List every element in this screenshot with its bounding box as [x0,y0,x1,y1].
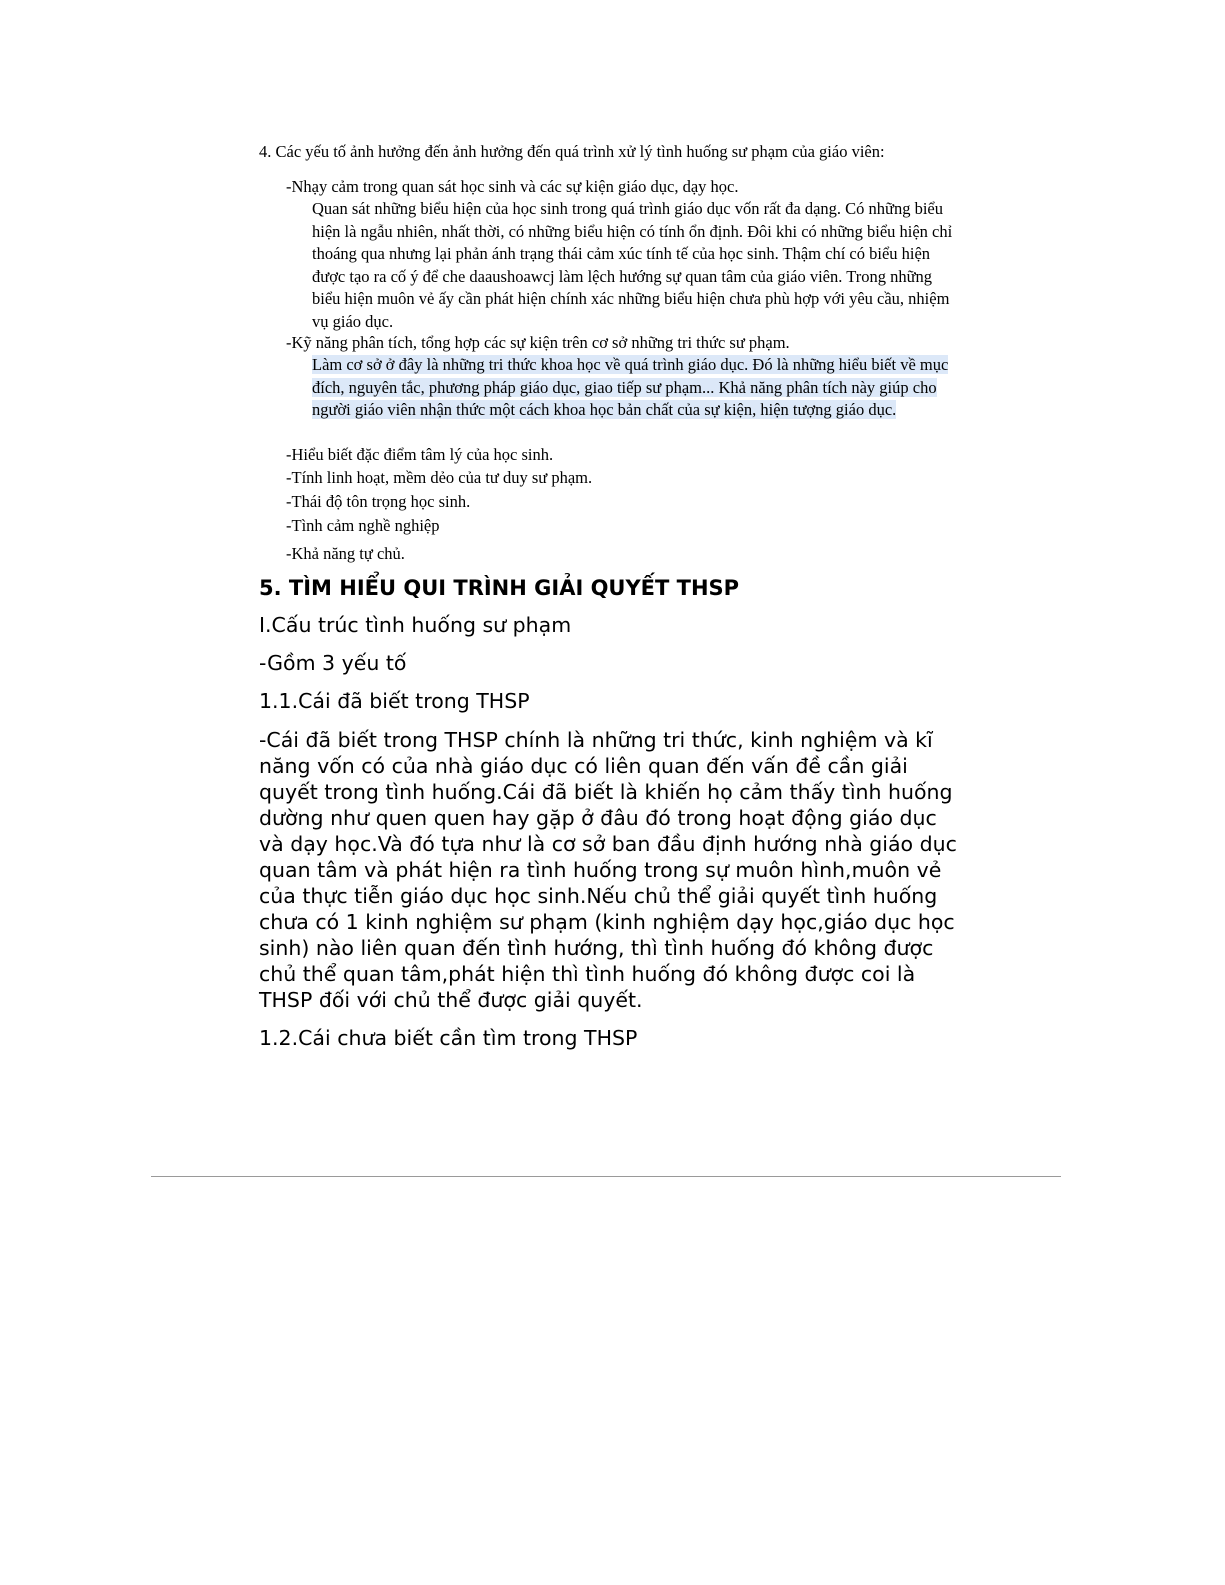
section-4-title: 4. Các yếu tố ảnh hưởng đến ảnh hưởng đến quá trình xử lý tình huống sư phạm của giáo viên: [259,142,885,161]
bullet-passion: -Tình cảm nghề nghiệp [286,516,440,535]
bullet-self-control: -Khả năng tự chủ. [286,544,405,563]
bullet-analysis-detail[interactable] [312,354,952,422]
bullet-flexibility: -Tính linh hoạt, mềm dẻo của tư duy sư phạm. [286,468,593,487]
selected-text[interactable]: Làm cơ sở ở đây là những tri thức khoa học về quá trình giáo dục. Đó là những hiểu biết về mục đích, nguyên tắc, phương pháp giáo dục, giao tiếp sư phạm... Khả năng phân tích này giúp cho người giáo viên nhận thức một cách khoa học bản chất của sự kiện, hiện tượng giáo dục. [312,355,949,419]
paragraph-1-1: -Cái đã biết trong THSP chính là những tri thức, kinh nghiệm và kĩ năng vốn có của nhà giáo dục có liên quan đến vấn đề cần giải quyết trong tình huống.Cái đã biết là khiến họ cảm thấy tình huống dường như quen quen hay gặp ở đâu đó trong hoạt động giáo dục và dạy học.Và đó tựa như là cơ sở ban đầu định hướng nhà giáo dục quan tâm và phát hiện ra tình huống trong sự muôn hình,muôn vẻ của thực tiễn giáo dục học sinh.Nếu chủ thể giải quyết tình huống chưa có 1 kinh nghiệm sư phạm (kinh nghiệm dạy học,giáo dục học sinh) nào liên quan đến tình hướng, thì tình huống đó không được chủ thể quan tâm,phát hiện thì tình huống đó không được coi là THSP đối với chủ thể được giải quyết. [259,728,957,1012]
section-5-heading: 5. TÌM HIỂU QUI TRÌNH GIẢI QUYẾT THSP [259,576,740,600]
structure-subheading: I.Cấu trúc tình huống sư phạm [259,613,572,637]
page-divider [151,1176,1061,1177]
subheading-1-1: 1.1.Cái đã biết trong THSP [259,689,530,713]
bullet-analysis-skill: -Kỹ năng phân tích, tổng hợp các sự kiện trên cơ sở những tri thức sư phạm. [286,333,790,352]
bullet-respect: -Thái độ tôn trọng học sinh. [286,492,471,511]
bullet-psychology: -Hiểu biết đặc điểm tâm lý của học sinh. [286,445,554,464]
elements-line: -Gồm 3 yếu tố [259,651,407,675]
bullet-sensitivity-detail: Quan sát những biểu hiện của học sinh trong quá trình giáo dục vốn rất đa dạng. Có những biểu hiện là ngẫu nhiên, nhất thời, có những biểu hiện có tính ổn định. Đôi khi có những biểu hiện chỉ thoáng qua nhưng lại phản ánh trạng thái cảm xúc tính tế của học sinh. Thậm chí có biểu hiện được tạo ra cố ý để che daaushoawcj làm lệch hướng sự quan tâm của giáo viên. Trong những biểu hiện muôn vẻ ấy cần phát hiện chính xác những biểu hiện chưa phù hợp với yêu cầu, nhiệm vụ giáo dục. [312,199,953,331]
subheading-1-2: 1.2.Cái chưa biết cần tìm trong THSP [259,1026,638,1050]
bullet-sensitivity: -Nhạy cảm trong quan sát học sinh và các sự kiện giáo dục, dạy học. [286,177,739,196]
